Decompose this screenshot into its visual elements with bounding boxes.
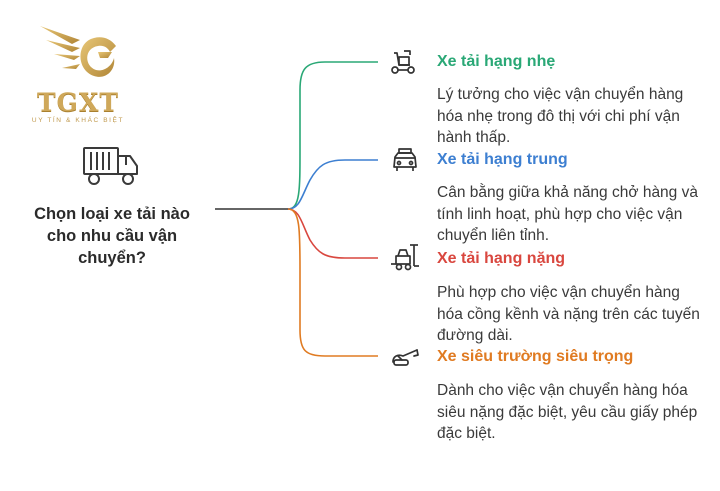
truck-outline-icon xyxy=(80,142,142,188)
question-text: Chọn loại xe tải nào cho nhu cầu vận chuyển? xyxy=(34,205,190,267)
van-icon xyxy=(390,145,420,175)
branch-line-2 xyxy=(288,160,378,209)
branch-line-4 xyxy=(288,209,378,356)
option-title-medium-truck: Xe tải hạng trung xyxy=(437,151,568,168)
option-desc-heavy-truck: Phù hợp cho việc vận chuyển hàng hóa cồng kềnh và nặng trên các tuyến đường dài. xyxy=(437,284,700,344)
option-desc-medium-truck: Cân bằng giữa khả năng chở hàng và tính linh hoạt, phù hợp cho việc vận chuyển liên tỉnh. xyxy=(437,184,698,244)
branch-line-1 xyxy=(288,62,378,209)
option-desc-oversized-truck: Dành cho việc vận chuyển hàng hóa siêu nặng đặc biệt, yêu cầu giấy phép đặc biệt. xyxy=(437,382,698,442)
excavator-icon xyxy=(390,340,420,370)
logo-tagline: UY TÍN & KHÁC BIỆT xyxy=(31,117,125,124)
delivery-scooter-icon xyxy=(388,47,418,77)
forklift-icon xyxy=(390,242,420,272)
option-title-heavy-truck: Xe tải hạng nặng xyxy=(437,250,566,267)
logo-brand-text: TGXT xyxy=(37,88,119,117)
option-desc-light-truck: Lý tưởng cho việc vận chuyển hàng hóa nhẹ trong đô thị với chi phí vận hành thấp. xyxy=(437,86,684,146)
option-title-oversized-truck: Xe siêu trường siêu trọng xyxy=(437,348,634,365)
winged-logo-icon xyxy=(18,18,138,90)
branch-line-3 xyxy=(288,209,378,258)
option-title-light-truck: Xe tải hạng nhẹ xyxy=(437,53,556,70)
tgxt-logo xyxy=(18,18,138,130)
